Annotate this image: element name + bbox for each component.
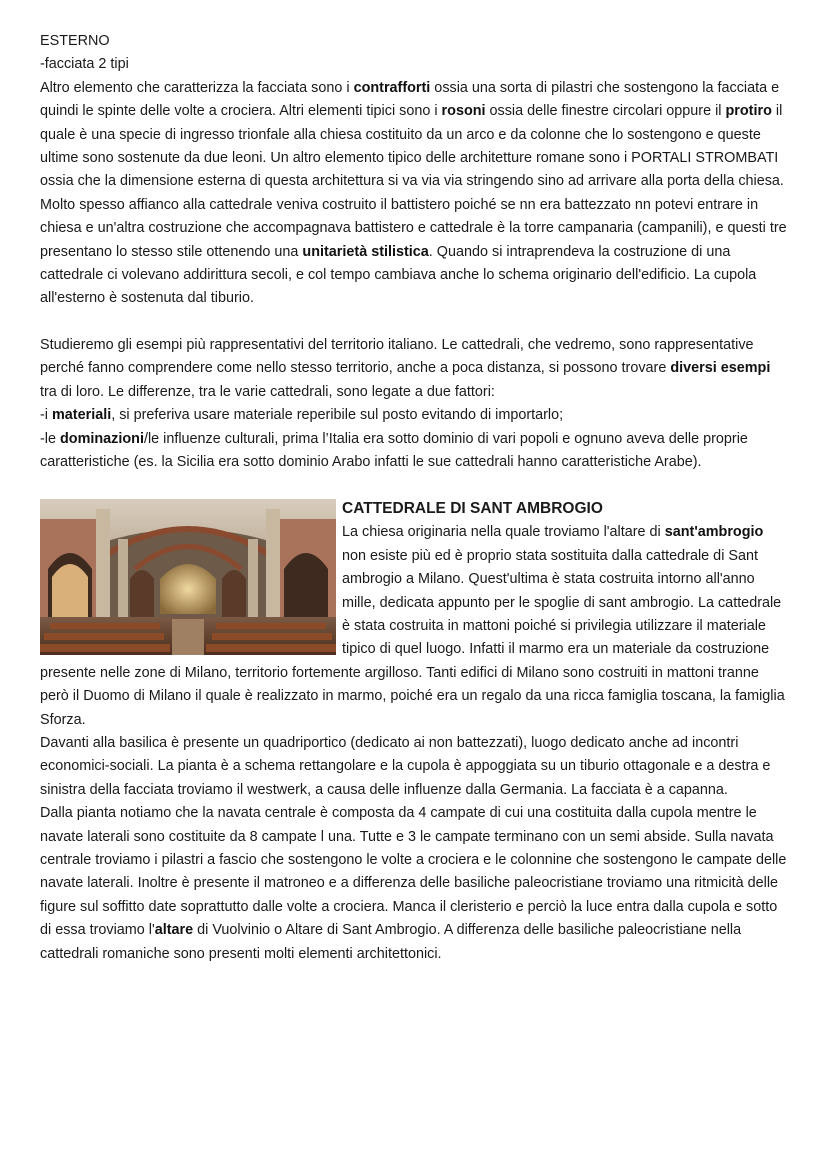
term-sant-ambrogio: sant'ambrogio bbox=[664, 524, 764, 541]
section-subtitle: -facciata 2 tipi bbox=[40, 56, 129, 73]
term-contrafforti: contrafforti bbox=[353, 79, 431, 96]
section-heading-sant-ambrogio: CATTEDRALE DI SANT AMBROGIO bbox=[342, 500, 603, 518]
term-dominazioni: dominazioni bbox=[60, 430, 144, 447]
paragraph-ambrogio-1: La chiesa originaria nella quale troviamo l'altare di sant'ambrogio non esiste più ed è proprio stata sostituita dalla cattedrale di Sant ambrogio a Milano. Quest'ultima è stata costruita intorno all'anno mille, dedicata appunto per le spoglie di sant ambrogio. La cattedrale è stata costruita in mattoni poiché si privilegia utilizzare il materiale tipico di quel luogo. Infatti il marmo era un materiale da costruzione presente nelle zone di Milano, territorio fortemente argilloso. Tanti edifici di Milano sono costruiti in mattoni tranne però il Duomo di Milano il quale è realizzato in marmo, poiché era un regalo da una ricca famiglia toscana, la famiglia Sforza. bbox=[40, 524, 785, 728]
term-unitarieta: unitarietà stilistica bbox=[302, 243, 429, 260]
paragraph-esterno: Altro elemento che caratterizza la facciata sono i contrafforti ossia una sorta di pilastri che sostengono la facciata e quindi le spinte delle volte a crociera. Altri elementi tipici sono i rosoni ossia delle finestre circolari oppure il protiro il quale è una specie di ingresso trionfale alla chiesa costituito da un arco e da colonne che lo sostengono e queste ultime sono sostenute da due leoni. Un altro elemento tipico delle architetture romane sono i PORTALI STROMBATI ossia che la dimensione esterna di questa architettura si va via via stringendo sino ad arrivare alla porta della chiesa. Molto spesso affianco alla cattedrale veniva costruito il battistero poiché se nn era battezzato nn potevi entrare in chiesa e un'altra costruzione che accompagnava battistero e cattedrale è la torre campanaria (campanili), e questi tre presentano lo stesso stile ottenendo una unitarietà stilistica. Quando si intraprendeva la costruzione di una cattedrale ci volevano addirittura secoli, e col tempo cambiava anche lo schema originario dell'edificio. La cupola all'esterno è sostenuta dal tiburio. bbox=[40, 79, 787, 307]
paragraph-ambrogio-2: Davanti alla basilica è presente un quadriportico (dedicato ai non battezzati), luogo dedicato anche ad incontri economici-sociali. La pianta è a schema rettangolare e la cupola è appoggiata su un tiburio ottagonale e a destra e sinistra della facciata troviamo il westwerk, a causa delle influenze dalla Germania. La facciata è a capanna. bbox=[40, 734, 771, 798]
term-protiro: protiro bbox=[725, 103, 772, 120]
term-rosoni: rosoni bbox=[441, 103, 486, 120]
term-materiali: materiali bbox=[52, 407, 112, 424]
section-title-esterno: ESTERNO bbox=[40, 33, 110, 49]
term-altare: altare bbox=[154, 922, 194, 939]
list-item-dominazioni: -le dominazioni/le influenze culturali, prima l’Italia era sotto dominio di vari popoli e ognuno aveva delle proprie caratteristiche (es. la Sicilia era sotto dominio Arabo infatti le sue cattedrali hanno caratteristiche Arabe). bbox=[40, 430, 748, 470]
term-diversi-esempi: diversi esempi bbox=[670, 360, 771, 377]
list-item-materiali: -i materiali, si preferiva usare materiale reperibile sul posto evitando di importarlo; bbox=[40, 407, 564, 424]
basilica-interior-photo bbox=[40, 499, 336, 655]
paragraph-ambrogio-3: Dalla pianta notiamo che la navata centrale è composta da 4 campate di cui una costituita dalla cupola mentre le navate laterali sono costituite da 8 campate l una. Tutte e 3 le campate terminano con un semi abside. Sulla navata centrale troviamo i pilastri a fascio che sostengono le volte a crociera e le colonnine che sostengono le campate delle navate laterali. Inoltre è presente il matroneo e a differenza delle basiliche paleocristiane troviamo una ritmicità delle figure sul soffitto date soprattutto dalle volte a crociera. Manca il cleristerio e perciò la luce entra dalla cupola e sotto di essa troviamo l'altare di Vuolvinio o Altare di Sant Ambrogio. A differenza delle basiliche paleocristiane nella cattedrali romaniche sono presenti molti elementi architettonici. bbox=[40, 805, 787, 962]
paragraph-esempi: Studieremo gli esempi più rappresentativi del territorio italiano. Le cattedrali, che vedremo, sono rappresentative perché fanno comprendere come nello stesso territorio, anche a poca distanza, si possono trovare diversi esempi tra di loro. Le differenze, tra le varie cattedrali, sono legate a due fattori: bbox=[40, 336, 771, 400]
